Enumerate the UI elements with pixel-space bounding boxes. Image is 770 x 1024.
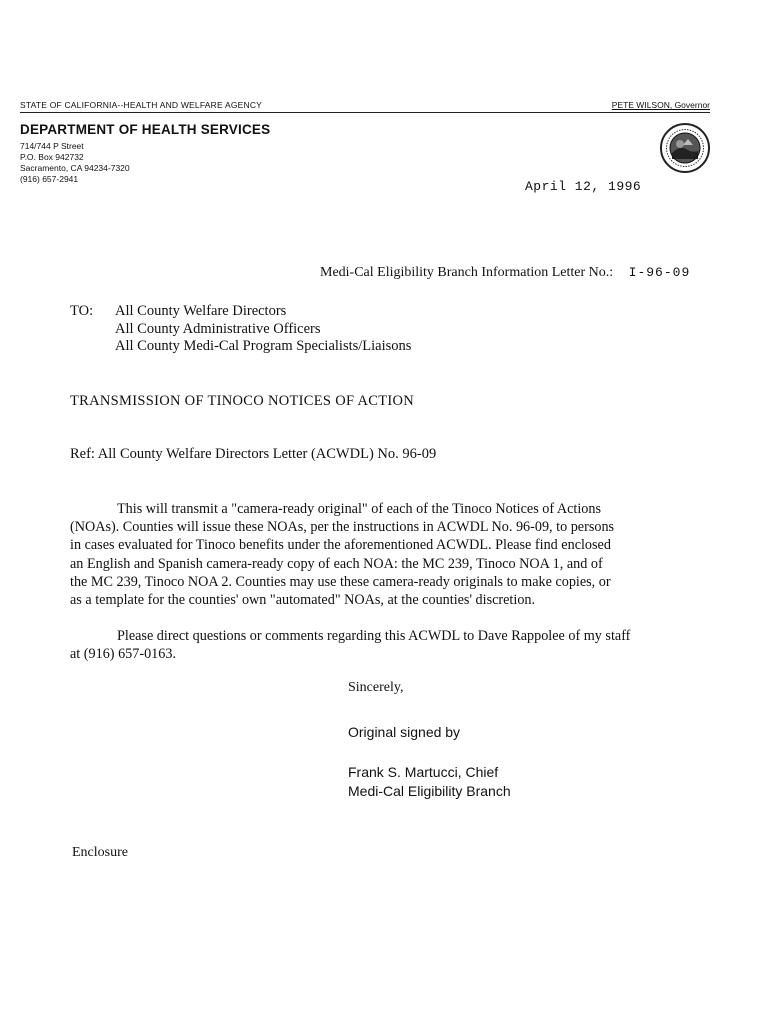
closing: Sincerely, (348, 680, 404, 695)
paragraph-line: at (916) 657-0163. (70, 646, 176, 663)
paragraph-line: (NOAs). Counties will issue these NOAs, per the instructions in ACWDL No. 96-09, to persons (70, 519, 615, 536)
reference-line: Ref: All County Welfare Directors Letter (ACWDL) No. 96-09 (70, 446, 437, 462)
paragraph-line: the MC 239, Tinoco NOA 2. Counties may use these camera-ready originals to make copies, or (70, 573, 611, 590)
to-label: TO: (70, 303, 94, 319)
paragraph-line: an English and Spanish camera-ready copy of each NOA: the MC 239, Tinoco NOA 1, and of (70, 555, 603, 572)
letterhead-rule (20, 112, 710, 113)
signer-title: Medi-Cal Eligibility Branch (348, 782, 511, 799)
signer-name: Frank S. Martucci, Chief (348, 764, 499, 780)
paragraph-line: This will transmit a "camera-ready original" of each of the Tinoco Notices of Actions (117, 501, 601, 517)
address-line: (916) 657-2941 (20, 174, 79, 184)
letter-date: April 12, 1996 (525, 179, 642, 194)
information-letter-label: Medi-Cal Eligibility Branch Information Letter No.: (320, 265, 614, 280)
address-line: Sacramento, CA 94234-7320 (20, 163, 130, 173)
letterhead-top-line (20, 100, 710, 116)
recipient: All County Medi-Cal Program Specialists/Liaisons (115, 338, 412, 354)
paragraph-line: Please direct questions or comments regarding this ACWDL to Dave Rappolee of my staff (117, 628, 631, 644)
paragraph-line: in cases evaluated for Tinoco benefits under the aforementioned ACWDL. Please find enclosed (70, 537, 611, 554)
recipient-list (115, 303, 411, 356)
department-address (20, 141, 130, 185)
agency-name: STATE OF CALIFORNIA--HEALTH AND WELFARE AGENCY (20, 100, 263, 110)
governor-name: PETE WILSON, Governor (611, 100, 710, 110)
signature-block (348, 763, 511, 800)
address-line: P.O. Box 942732 (20, 152, 84, 162)
department-name: DEPARTMENT OF HEALTH SERVICES (20, 122, 271, 137)
information-letter-number (320, 265, 690, 281)
body-paragraph-2 (70, 627, 680, 663)
enclosure-note: Enclosure (72, 845, 128, 860)
body-paragraph-1 (70, 500, 665, 609)
recipient: All County Welfare Directors (115, 303, 287, 319)
paragraph-line: as a template for the counties' own "automated" NOAs, at the counties' discretion. (70, 592, 536, 609)
state-seal-icon (660, 123, 710, 173)
address-line: 714/744 P Street (20, 141, 84, 151)
information-letter-id: I-96-09 (628, 265, 691, 280)
recipient: All County Administrative Officers (115, 320, 321, 337)
subject-line: TRANSMISSION OF TINOCO NOTICES OF ACTION (70, 393, 415, 409)
signed-note: Original signed by (348, 724, 461, 740)
